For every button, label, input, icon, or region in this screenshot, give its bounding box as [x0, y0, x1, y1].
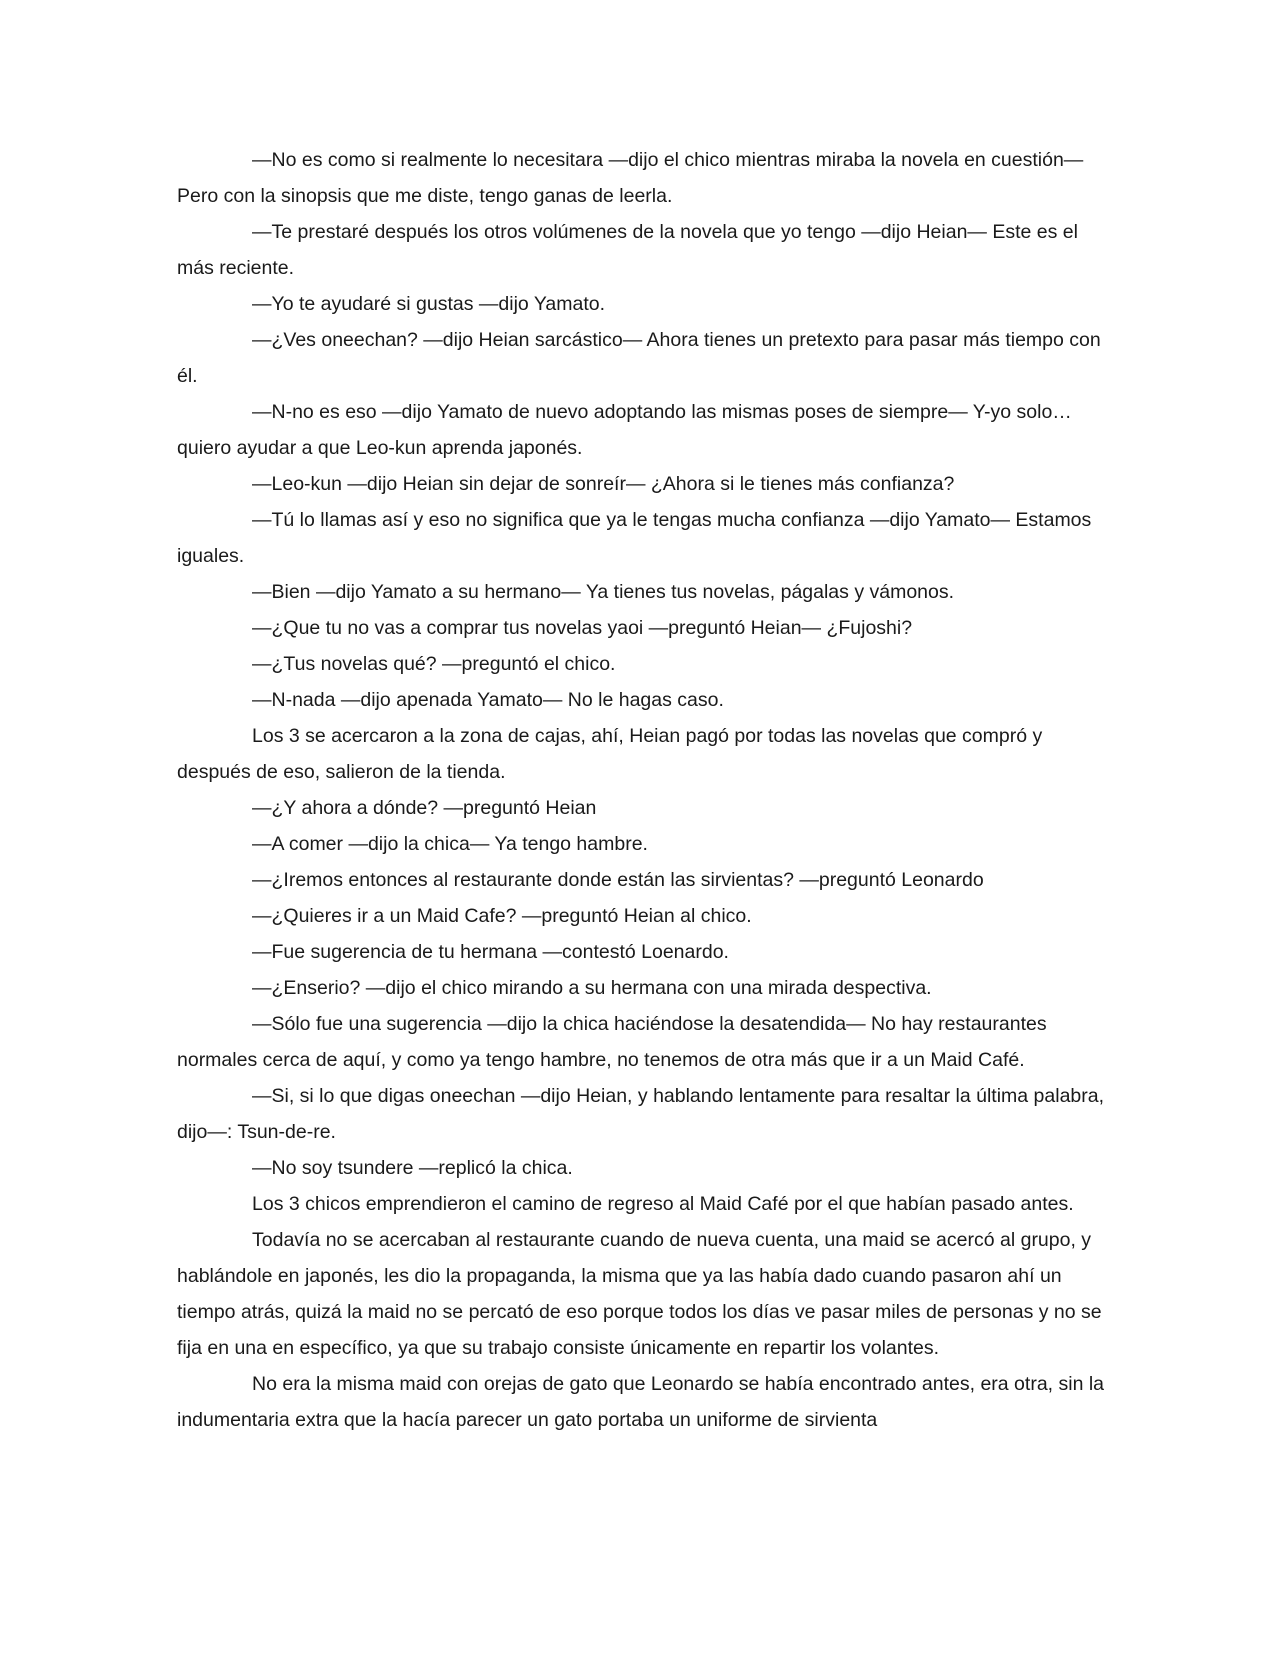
paragraph: —Te prestaré después los otros volúmenes de la novela que yo tengo —dijo Heian— Este es el más reciente. — [177, 221, 1078, 279]
paragraph: —N-nada —dijo apenada Yamato— No le hagas caso. — [252, 689, 724, 711]
paragraph: —Bien —dijo Yamato a su hermano— Ya tienes tus novelas, págalas y vámonos. — [252, 581, 955, 603]
paragraph: Los 3 chicos emprendieron el camino de regreso al Maid Café por el que habían pasado antes. — [252, 1193, 1074, 1215]
paragraph: —Sólo fue una sugerencia —dijo la chica haciéndose la desatendida— No hay restaurantes normales cerca de aquí, y como ya tengo hambre, no tenemos de otra más que ir a un Maid Café. — [177, 1013, 1047, 1071]
paragraph: —N-no es eso —dijo Yamato de nuevo adoptando las mismas poses de siempre— Y-yo solo… quiero ayudar a que Leo-kun aprenda japonés. — [177, 401, 1072, 459]
paragraph: —¿Enserio? —dijo el chico mirando a su hermana con una mirada despectiva. — [252, 977, 932, 999]
paragraph: —Tú lo llamas así y eso no significa que ya le tengas mucha confianza —dijo Yamato— Estamos iguales. — [177, 509, 1092, 567]
paragraph: —Leo-kun —dijo Heian sin dejar de sonreír— ¿Ahora si le tienes más confianza? — [252, 473, 955, 495]
paragraph: No era la misma maid con orejas de gato que Leonardo se había encontrado antes, era otra, sin la indumentaria extra que la hacía parecer un gato portaba un uniforme de sirvienta — [177, 1373, 1105, 1431]
paragraph: —Yo te ayudaré si gustas —dijo Yamato. — [252, 293, 606, 315]
body-text — [177, 142, 1105, 1438]
paragraph: —¿Que tu no vas a comprar tus novelas yaoi —preguntó Heian— ¿Fujoshi? — [252, 617, 913, 639]
paragraph: —Si, si lo que digas oneechan —dijo Heian, y hablando lentamente para resaltar la última palabra, dijo—: Tsun-de-re. — [177, 1085, 1105, 1143]
paragraph: Los 3 se acercaron a la zona de cajas, ahí, Heian pagó por todas las novelas que compró y después de eso, salieron de la tienda. — [177, 725, 1043, 783]
paragraph: —¿Iremos entonces al restaurante donde están las sirvientas? —preguntó Leonardo — [252, 869, 984, 891]
paragraph: —¿Quieres ir a un Maid Cafe? —preguntó Heian al chico. — [252, 905, 752, 927]
paragraph: —¿Ves oneechan? —dijo Heian sarcástico— Ahora tienes un pretexto para pasar más tiempo con él. — [177, 329, 1101, 387]
paragraph: —A comer —dijo la chica— Ya tengo hambre. — [252, 833, 648, 855]
paragraph: —Fue sugerencia de tu hermana —contestó Loenardo. — [252, 941, 729, 963]
paragraph: —¿Y ahora a dónde? —preguntó Heian — [252, 797, 597, 819]
paragraph: —No es como si realmente lo necesitara —dijo el chico mientras miraba la novela en cuestión— Pero con la sinopsis que me diste, tengo ganas de leerla. — [177, 149, 1084, 207]
paragraph: Todavía no se acercaban al restaurante cuando de nueva cuenta, una maid se acercó al grupo, y hablándole en japonés, les dio la propaganda, la misma que ya las había dado cuando pasaron ahí un tiempo atrás, quizá la maid no se percató de eso porque todos los días ve pasar miles de personas y no se fija en una en específico, ya que su trabajo consiste únicamente en repartir los volantes. — [177, 1229, 1102, 1359]
paragraph: —No soy tsundere —replicó la chica. — [252, 1157, 573, 1179]
paragraph: —¿Tus novelas qué? —preguntó el chico. — [252, 653, 616, 675]
